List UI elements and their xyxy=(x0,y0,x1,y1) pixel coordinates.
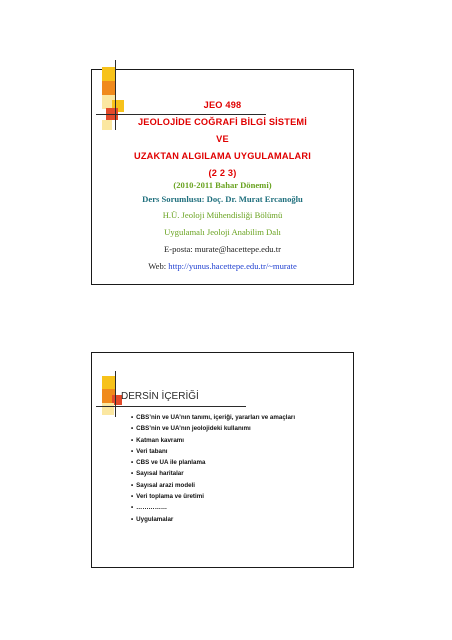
list-item: • …………… xyxy=(131,502,295,513)
slide-heading: DERSİN İÇERİĞİ xyxy=(121,391,199,402)
lecturer-label: Ders Sorumlusu: Doç. Dr. Murat Ercanoğlu xyxy=(142,194,303,204)
list-item: • CBS ve UA ile planlama xyxy=(131,457,295,468)
slide-2 xyxy=(91,352,354,568)
term-label: (2010-2011 Bahar Dönemi) xyxy=(173,180,272,190)
course-credits: (2 2 3) xyxy=(208,168,237,178)
course-title xyxy=(92,97,353,182)
web-link[interactable]: http://yunus.hacettepe.edu.tr/~murate xyxy=(168,261,297,271)
course-name-line-1: JEOLOJİDE COĞRAFİ BİLGİ SİSTEMİ xyxy=(137,117,308,127)
web-label: Web: xyxy=(148,261,167,271)
email-label: E-posta: murate@hacettepe.edu.tr xyxy=(164,244,281,254)
course-code: JEO 498 xyxy=(203,100,242,110)
list-item: • Katman kavramı xyxy=(131,435,295,446)
department-label: H.Ü. Jeoloji Mühendisliği Bölümü xyxy=(162,210,283,220)
course-name-line-2: VE xyxy=(216,134,229,144)
list-item: • Uygulamalar xyxy=(131,514,295,525)
slide-1 xyxy=(91,69,354,285)
course-name-line-3: UZAKTAN ALGILAMA UYGULAMALARI xyxy=(134,151,311,161)
list-item: • CBS’nin ve UA’nın jeolojideki kullanımı xyxy=(131,423,295,434)
web-line xyxy=(92,261,353,271)
list-item: • Veri tabanı xyxy=(131,446,295,457)
division-label: Uygulamalı Jeoloji Anabilim Dalı xyxy=(164,227,281,237)
list-item: • Sayısal haritalar xyxy=(131,468,295,479)
list-item: • CBS’nin ve UA’nın tanımı, içeriği, yararları ve amaçları xyxy=(131,412,295,423)
list-item: • Veri toplama ve üretimi xyxy=(131,491,295,502)
list-item: • Sayısal arazi modeli xyxy=(131,480,295,491)
content-list xyxy=(131,412,295,525)
